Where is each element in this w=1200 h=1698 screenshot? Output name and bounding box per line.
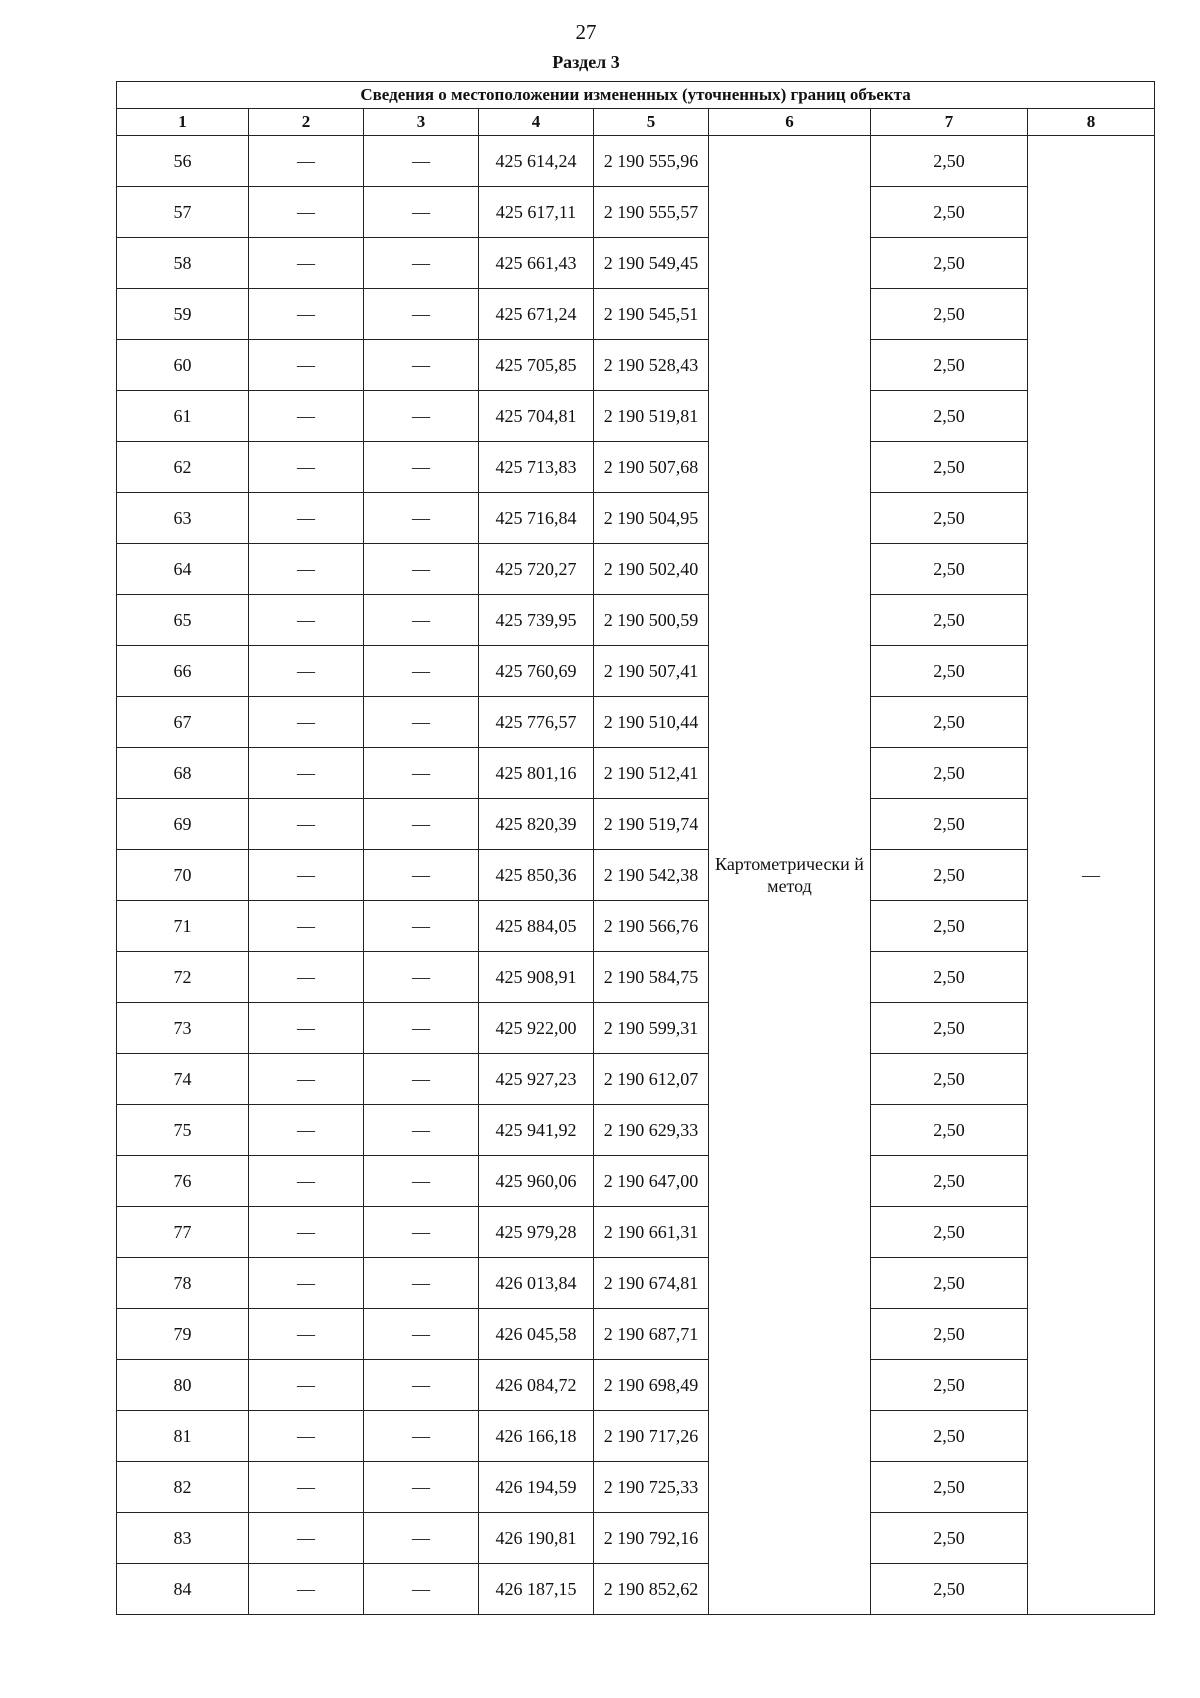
coordinate-y: 2 190 502,40 xyxy=(594,544,709,595)
point-number: 64 xyxy=(117,544,249,595)
coordinate-y: 2 190 717,26 xyxy=(594,1411,709,1462)
coordinate-x: 425 922,00 xyxy=(479,1003,594,1054)
table-row xyxy=(117,646,1155,697)
coordinate-x: 425 884,05 xyxy=(479,901,594,952)
coordinate-y: 2 190 504,95 xyxy=(594,493,709,544)
accuracy-value: 2,50 xyxy=(871,1564,1028,1615)
coordinate-y: 2 190 542,38 xyxy=(594,850,709,901)
coordinate-y: 2 190 792,16 xyxy=(594,1513,709,1564)
column-3-value: — xyxy=(364,799,479,850)
accuracy-value: 2,50 xyxy=(871,1207,1028,1258)
coordinate-y: 2 190 519,74 xyxy=(594,799,709,850)
column-3-value: — xyxy=(364,1156,479,1207)
column-2-value: — xyxy=(249,1054,364,1105)
coordinate-x: 426 190,81 xyxy=(479,1513,594,1564)
point-number: 66 xyxy=(117,646,249,697)
accuracy-value: 2,50 xyxy=(871,1105,1028,1156)
column-3-value: — xyxy=(364,1105,479,1156)
accuracy-value: 2,50 xyxy=(871,748,1028,799)
point-number: 78 xyxy=(117,1258,249,1309)
coordinate-x: 425 760,69 xyxy=(479,646,594,697)
column-2-value: — xyxy=(249,799,364,850)
coordinate-y: 2 190 599,31 xyxy=(594,1003,709,1054)
table-row xyxy=(117,1003,1155,1054)
coordinate-y: 2 190 500,59 xyxy=(594,595,709,646)
table-body xyxy=(117,136,1155,1615)
table-row xyxy=(117,1462,1155,1513)
table-row xyxy=(117,442,1155,493)
point-number: 75 xyxy=(117,1105,249,1156)
point-number: 81 xyxy=(117,1411,249,1462)
table-row xyxy=(117,1360,1155,1411)
table-row xyxy=(117,1411,1155,1462)
accuracy-value: 2,50 xyxy=(871,1003,1028,1054)
accuracy-value: 2,50 xyxy=(871,952,1028,1003)
column-3-value: — xyxy=(364,1462,479,1513)
point-number: 58 xyxy=(117,238,249,289)
column-3-value: — xyxy=(364,1258,479,1309)
coordinate-x: 425 617,11 xyxy=(479,187,594,238)
point-number: 82 xyxy=(117,1462,249,1513)
coordinate-x: 426 187,15 xyxy=(479,1564,594,1615)
column-3-value: — xyxy=(364,493,479,544)
column-3-value: — xyxy=(364,136,479,187)
accuracy-value: 2,50 xyxy=(871,901,1028,952)
coordinate-y: 2 190 852,62 xyxy=(594,1564,709,1615)
accuracy-value: 2,50 xyxy=(871,1156,1028,1207)
table-row xyxy=(117,1513,1155,1564)
column-3-value: — xyxy=(364,697,479,748)
column-2-value: — xyxy=(249,1411,364,1462)
coordinate-y: 2 190 519,81 xyxy=(594,391,709,442)
column-2-value: — xyxy=(249,1564,364,1615)
coordinate-y: 2 190 555,96 xyxy=(594,136,709,187)
point-number: 79 xyxy=(117,1309,249,1360)
page-number: 27 xyxy=(575,20,597,44)
coordinate-y: 2 190 725,33 xyxy=(594,1462,709,1513)
accuracy-value: 2,50 xyxy=(871,1258,1028,1309)
accuracy-value: 2,50 xyxy=(871,646,1028,697)
column-3-value: — xyxy=(364,748,479,799)
accuracy-value: 2,50 xyxy=(871,493,1028,544)
column-number: 4 xyxy=(479,109,594,136)
table-row xyxy=(117,901,1155,952)
coordinate-x: 425 941,92 xyxy=(479,1105,594,1156)
table-row xyxy=(117,1105,1155,1156)
column-2-value: — xyxy=(249,1258,364,1309)
coordinate-x: 426 084,72 xyxy=(479,1360,594,1411)
coordinate-y: 2 190 661,31 xyxy=(594,1207,709,1258)
table-row xyxy=(117,1054,1155,1105)
table-row xyxy=(117,799,1155,850)
column-2-value: — xyxy=(249,850,364,901)
table-row xyxy=(117,1258,1155,1309)
table-row xyxy=(117,1564,1155,1615)
column-3-value: — xyxy=(364,1207,479,1258)
accuracy-value: 2,50 xyxy=(871,1054,1028,1105)
coordinate-x: 425 850,36 xyxy=(479,850,594,901)
accuracy-value: 2,50 xyxy=(871,544,1028,595)
column-2-value: — xyxy=(249,1360,364,1411)
column-2-value: — xyxy=(249,1513,364,1564)
table-row xyxy=(117,952,1155,1003)
accuracy-value: 2,50 xyxy=(871,799,1028,850)
coordinate-x: 425 704,81 xyxy=(479,391,594,442)
point-number: 60 xyxy=(117,340,249,391)
table-row xyxy=(117,289,1155,340)
column-number: 7 xyxy=(871,109,1028,136)
coordinate-x: 425 614,24 xyxy=(479,136,594,187)
coordinate-y: 2 190 507,41 xyxy=(594,646,709,697)
column-2-value: — xyxy=(249,136,364,187)
accuracy-value: 2,50 xyxy=(871,136,1028,187)
coordinate-x: 425 908,91 xyxy=(479,952,594,1003)
coordinate-x: 425 661,43 xyxy=(479,238,594,289)
accuracy-value: 2,50 xyxy=(871,442,1028,493)
coordinate-x: 426 013,84 xyxy=(479,1258,594,1309)
coordinate-x: 425 671,24 xyxy=(479,289,594,340)
column-3-value: — xyxy=(364,391,479,442)
column-2-value: — xyxy=(249,442,364,493)
coordinate-x: 425 776,57 xyxy=(479,697,594,748)
coordinate-x: 425 716,84 xyxy=(479,493,594,544)
boundary-table xyxy=(116,81,1155,1615)
column-number: 2 xyxy=(249,109,364,136)
column-2-value: — xyxy=(249,340,364,391)
column-3-value: — xyxy=(364,1054,479,1105)
point-number: 57 xyxy=(117,187,249,238)
point-number: 77 xyxy=(117,1207,249,1258)
point-number: 61 xyxy=(117,391,249,442)
table-row xyxy=(117,340,1155,391)
table-row xyxy=(117,187,1155,238)
column-2-value: — xyxy=(249,238,364,289)
column-2-value: — xyxy=(249,391,364,442)
column-3-value: — xyxy=(364,442,479,493)
column-2-value: — xyxy=(249,748,364,799)
coordinate-y: 2 190 629,33 xyxy=(594,1105,709,1156)
point-number: 65 xyxy=(117,595,249,646)
table-caption: Сведения о местоположении измененных (уточненных) границ объекта xyxy=(117,82,1155,109)
accuracy-value: 2,50 xyxy=(871,1513,1028,1564)
coordinate-y: 2 190 584,75 xyxy=(594,952,709,1003)
accuracy-value: 2,50 xyxy=(871,1411,1028,1462)
column-number: 6 xyxy=(709,109,871,136)
column-2-value: — xyxy=(249,1309,364,1360)
point-number: 59 xyxy=(117,289,249,340)
table-row xyxy=(117,1309,1155,1360)
column-number: 1 xyxy=(117,109,249,136)
column-2-value: — xyxy=(249,697,364,748)
column-3-value: — xyxy=(364,1513,479,1564)
coordinate-x: 425 739,95 xyxy=(479,595,594,646)
column-3-value: — xyxy=(364,646,479,697)
coordinate-y: 2 190 512,41 xyxy=(594,748,709,799)
coordinate-x: 425 820,39 xyxy=(479,799,594,850)
table-row xyxy=(117,493,1155,544)
point-number: 62 xyxy=(117,442,249,493)
method-cell: Картометрически й метод xyxy=(709,136,871,1615)
column-2-value: — xyxy=(249,595,364,646)
table-row xyxy=(117,1207,1155,1258)
accuracy-value: 2,50 xyxy=(871,850,1028,901)
point-number: 71 xyxy=(117,901,249,952)
point-number: 73 xyxy=(117,1003,249,1054)
coordinate-y: 2 190 528,43 xyxy=(594,340,709,391)
column-2-value: — xyxy=(249,544,364,595)
point-number: 68 xyxy=(117,748,249,799)
column-3-value: — xyxy=(364,544,479,595)
point-number: 84 xyxy=(117,1564,249,1615)
coordinate-x: 425 705,85 xyxy=(479,340,594,391)
coordinate-x: 425 979,28 xyxy=(479,1207,594,1258)
point-number: 69 xyxy=(117,799,249,850)
point-number: 76 xyxy=(117,1156,249,1207)
column-3-value: — xyxy=(364,901,479,952)
table-row xyxy=(117,850,1155,901)
column-3-value: — xyxy=(364,1309,479,1360)
point-number: 74 xyxy=(117,1054,249,1105)
coordinate-y: 2 190 510,44 xyxy=(594,697,709,748)
point-number: 67 xyxy=(117,697,249,748)
column-number: 3 xyxy=(364,109,479,136)
column-3-value: — xyxy=(364,238,479,289)
column-2-value: — xyxy=(249,1156,364,1207)
coordinate-x: 425 720,27 xyxy=(479,544,594,595)
column-number: 5 xyxy=(594,109,709,136)
coordinate-y: 2 190 566,76 xyxy=(594,901,709,952)
table-row xyxy=(117,1156,1155,1207)
coordinate-y: 2 190 687,71 xyxy=(594,1309,709,1360)
coordinate-x: 426 045,58 xyxy=(479,1309,594,1360)
column-2-value: — xyxy=(249,1003,364,1054)
accuracy-value: 2,50 xyxy=(871,1360,1028,1411)
column-2-value: — xyxy=(249,1207,364,1258)
point-number: 70 xyxy=(117,850,249,901)
column-3-value: — xyxy=(364,595,479,646)
accuracy-value: 2,50 xyxy=(871,238,1028,289)
column-3-value: — xyxy=(364,1411,479,1462)
table-row xyxy=(117,391,1155,442)
accuracy-value: 2,50 xyxy=(871,391,1028,442)
column-2-value: — xyxy=(249,1462,364,1513)
coordinate-y: 2 190 647,00 xyxy=(594,1156,709,1207)
coordinate-y: 2 190 545,51 xyxy=(594,289,709,340)
accuracy-value: 2,50 xyxy=(871,1309,1028,1360)
column-8-value: — xyxy=(1028,136,1155,1615)
table-row xyxy=(117,136,1155,187)
accuracy-value: 2,50 xyxy=(871,1462,1028,1513)
column-3-value: — xyxy=(364,1003,479,1054)
column-3-value: — xyxy=(364,850,479,901)
point-number: 63 xyxy=(117,493,249,544)
column-3-value: — xyxy=(364,187,479,238)
column-3-value: — xyxy=(364,340,479,391)
column-2-value: — xyxy=(249,289,364,340)
table-row xyxy=(117,595,1155,646)
column-2-value: — xyxy=(249,952,364,1003)
coordinate-y: 2 190 674,81 xyxy=(594,1258,709,1309)
accuracy-value: 2,50 xyxy=(871,289,1028,340)
column-2-value: — xyxy=(249,1105,364,1156)
column-2-value: — xyxy=(249,901,364,952)
coordinate-x: 425 927,23 xyxy=(479,1054,594,1105)
coordinate-x: 425 713,83 xyxy=(479,442,594,493)
table-row xyxy=(117,238,1155,289)
coordinate-y: 2 190 612,07 xyxy=(594,1054,709,1105)
table-row xyxy=(117,748,1155,799)
column-2-value: — xyxy=(249,187,364,238)
table-row xyxy=(117,697,1155,748)
point-number: 83 xyxy=(117,1513,249,1564)
coordinate-y: 2 190 507,68 xyxy=(594,442,709,493)
column-2-value: — xyxy=(249,493,364,544)
column-number-row xyxy=(117,109,1155,136)
accuracy-value: 2,50 xyxy=(871,187,1028,238)
point-number: 72 xyxy=(117,952,249,1003)
column-number: 8 xyxy=(1028,109,1155,136)
point-number: 56 xyxy=(117,136,249,187)
coordinate-x: 426 166,18 xyxy=(479,1411,594,1462)
coordinate-y: 2 190 698,49 xyxy=(594,1360,709,1411)
column-3-value: — xyxy=(364,1564,479,1615)
accuracy-value: 2,50 xyxy=(871,340,1028,391)
coordinate-x: 426 194,59 xyxy=(479,1462,594,1513)
column-3-value: — xyxy=(364,952,479,1003)
accuracy-value: 2,50 xyxy=(871,697,1028,748)
section-title: Раздел 3 xyxy=(552,52,620,72)
accuracy-value: 2,50 xyxy=(871,595,1028,646)
column-3-value: — xyxy=(364,289,479,340)
coordinate-x: 425 801,16 xyxy=(479,748,594,799)
column-2-value: — xyxy=(249,646,364,697)
coordinate-y: 2 190 555,57 xyxy=(594,187,709,238)
coordinate-y: 2 190 549,45 xyxy=(594,238,709,289)
coordinate-x: 425 960,06 xyxy=(479,1156,594,1207)
table-row xyxy=(117,544,1155,595)
point-number: 80 xyxy=(117,1360,249,1411)
column-3-value: — xyxy=(364,1360,479,1411)
